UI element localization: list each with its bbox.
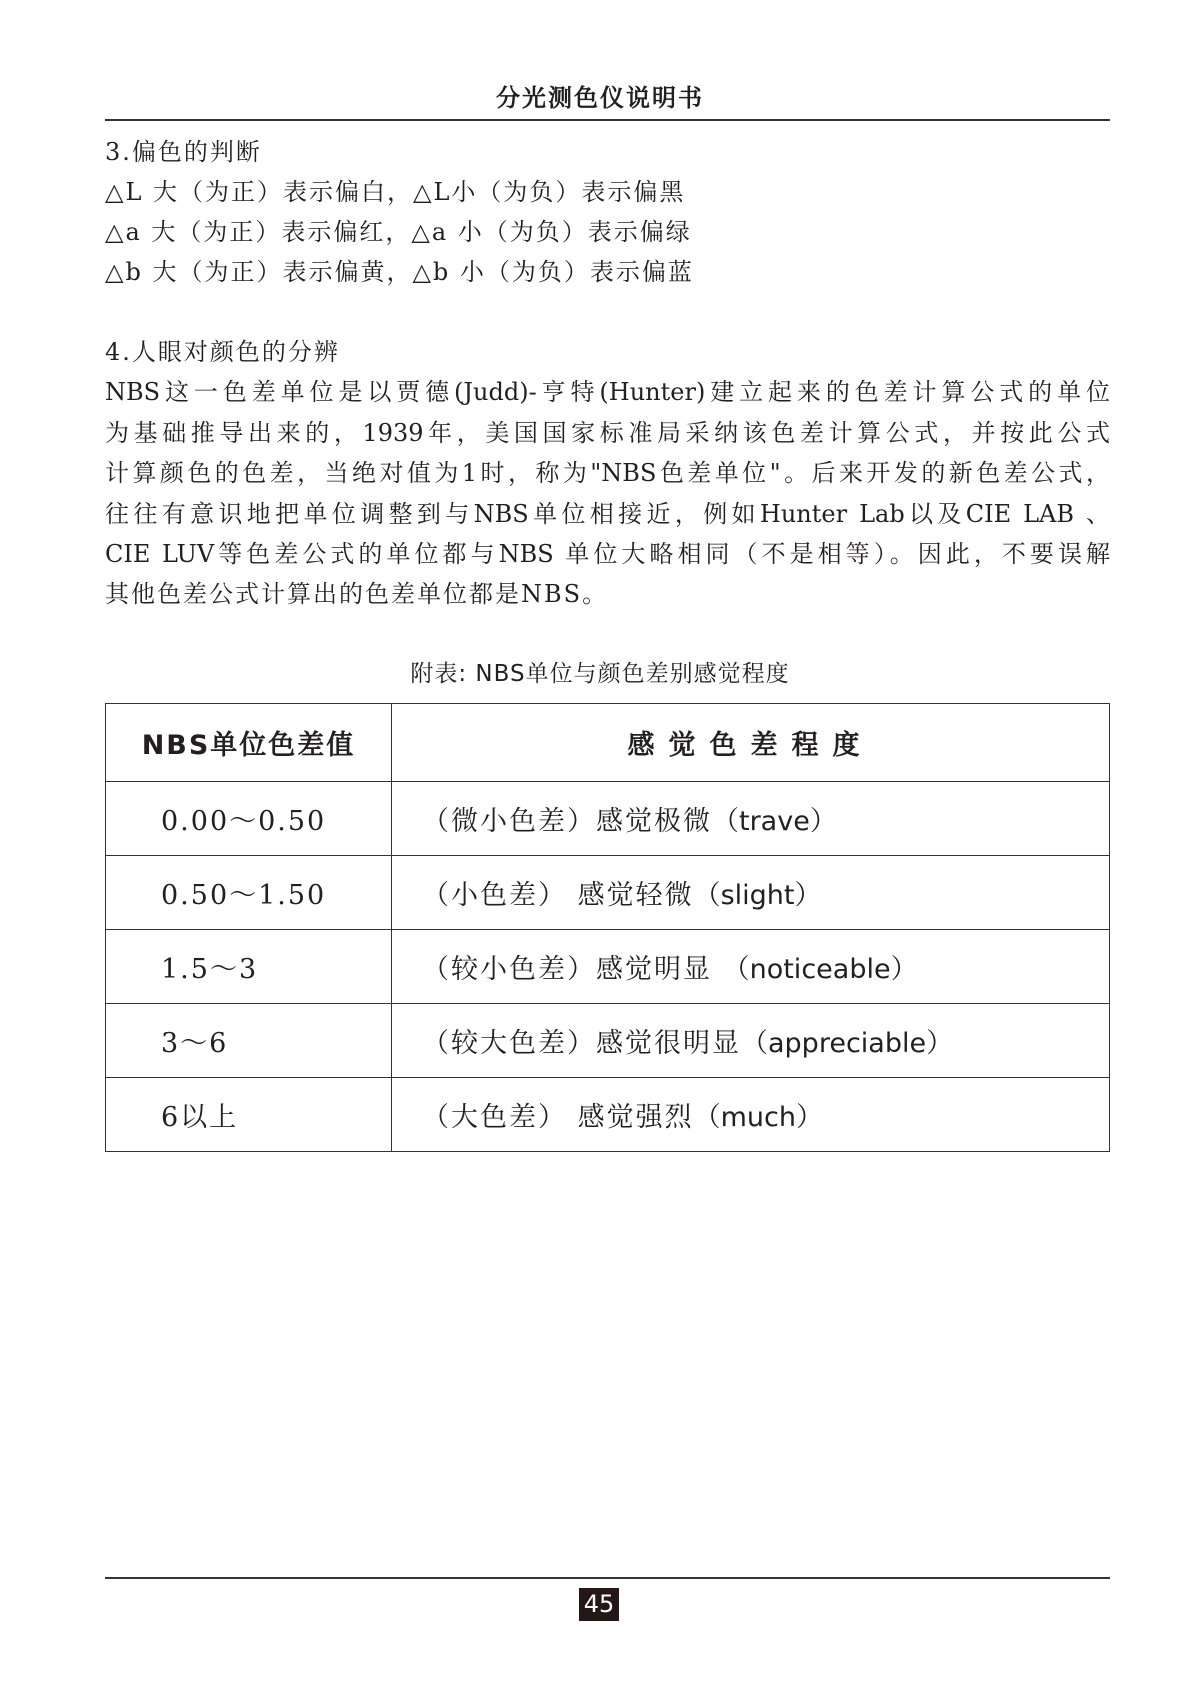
paragraph-line: CIE LUV等色差公式的单位都与NBS 单位大略相同（不是相等）。因此，不要误解 (105, 540, 1110, 568)
perception-cn: （小色差） 感觉轻微 (422, 880, 694, 911)
perception-cn: （大色差） 感觉强烈 (422, 1102, 694, 1133)
perception-cell (392, 1078, 1110, 1152)
nbs-value-cell: 0.50～1.50 (106, 856, 392, 930)
section-3-line: △L 大（为正）表示偏白，△L小（为负）表示偏黑 (105, 178, 686, 206)
nbs-value-cell: 6以上 (106, 1078, 392, 1152)
paragraph-line: 为基础推导出来的，1939年，美国国家标准局采纳该色差计算公式，并按此公式 (105, 419, 1110, 447)
table-row (106, 1004, 1110, 1078)
nbs-value-cell: 3～6 (106, 1004, 392, 1078)
perception-cn: （微小色差）感觉极微 (422, 806, 712, 837)
table-row (106, 1078, 1110, 1152)
column-header-nbs-value: NBS单位色差值 (106, 704, 392, 782)
perception-en: （slight） (693, 880, 822, 911)
paragraph-line: NBS这一色差单位是以贾德(Judd)-亨特(Hunter)建立起来的色差计算公式的单位 (105, 378, 1110, 406)
table-row (106, 930, 1110, 1004)
paragraph-line: 计算颜色的色差，当绝对值为1时，称为"NBS色差单位"。后来开发的新色差公式， (105, 459, 1110, 487)
perception-en: （much） (693, 1102, 823, 1133)
nbs-value-cell: 1.5～3 (106, 930, 392, 1004)
document-header-title: 分光测色仪说明书 (496, 84, 704, 112)
nbs-value-cell: 0.00～0.50 (106, 782, 392, 856)
perception-cell (392, 782, 1110, 856)
nbs-color-difference-table (105, 703, 1110, 1152)
paragraph-line: 其他色差公式计算出的色差单位都是NBS。 (105, 580, 609, 608)
perception-cell (392, 856, 1110, 930)
section-3-line: △b 大（为正）表示偏黄，△b 小（为负）表示偏蓝 (105, 258, 694, 286)
page-number: 45 (579, 1588, 619, 1621)
table-row (106, 856, 1110, 930)
perception-cell (392, 930, 1110, 1004)
perception-cell (392, 1004, 1110, 1078)
paragraph-line: 往往有意识地把单位调整到与NBS单位相接近，例如Hunter Lab以及CIE LAB 、 (105, 500, 1110, 528)
header-divider (105, 119, 1110, 121)
table-row (106, 782, 1110, 856)
footer-divider (105, 1577, 1110, 1579)
perception-en: （noticeable） (722, 954, 918, 985)
table-header-row (106, 704, 1110, 782)
perception-cn: （较小色差）感觉明显 (422, 954, 723, 985)
perception-en: （trave） (712, 806, 837, 837)
perception-cn: （较大色差）感觉很明显 (422, 1028, 741, 1059)
section-4-heading: 4.人眼对颜色的分辨 (105, 338, 340, 366)
table-caption: 附表: NBS单位与颜色差别感觉程度 (410, 661, 790, 687)
perception-en: （appreciable） (741, 1028, 954, 1059)
column-header-perception: 感觉色差程度 (392, 704, 1110, 782)
section-3-heading: 3.偏色的判断 (105, 138, 262, 166)
section-3-line: △a 大（为正）表示偏红，△a 小（为负）表示偏绿 (105, 218, 692, 246)
